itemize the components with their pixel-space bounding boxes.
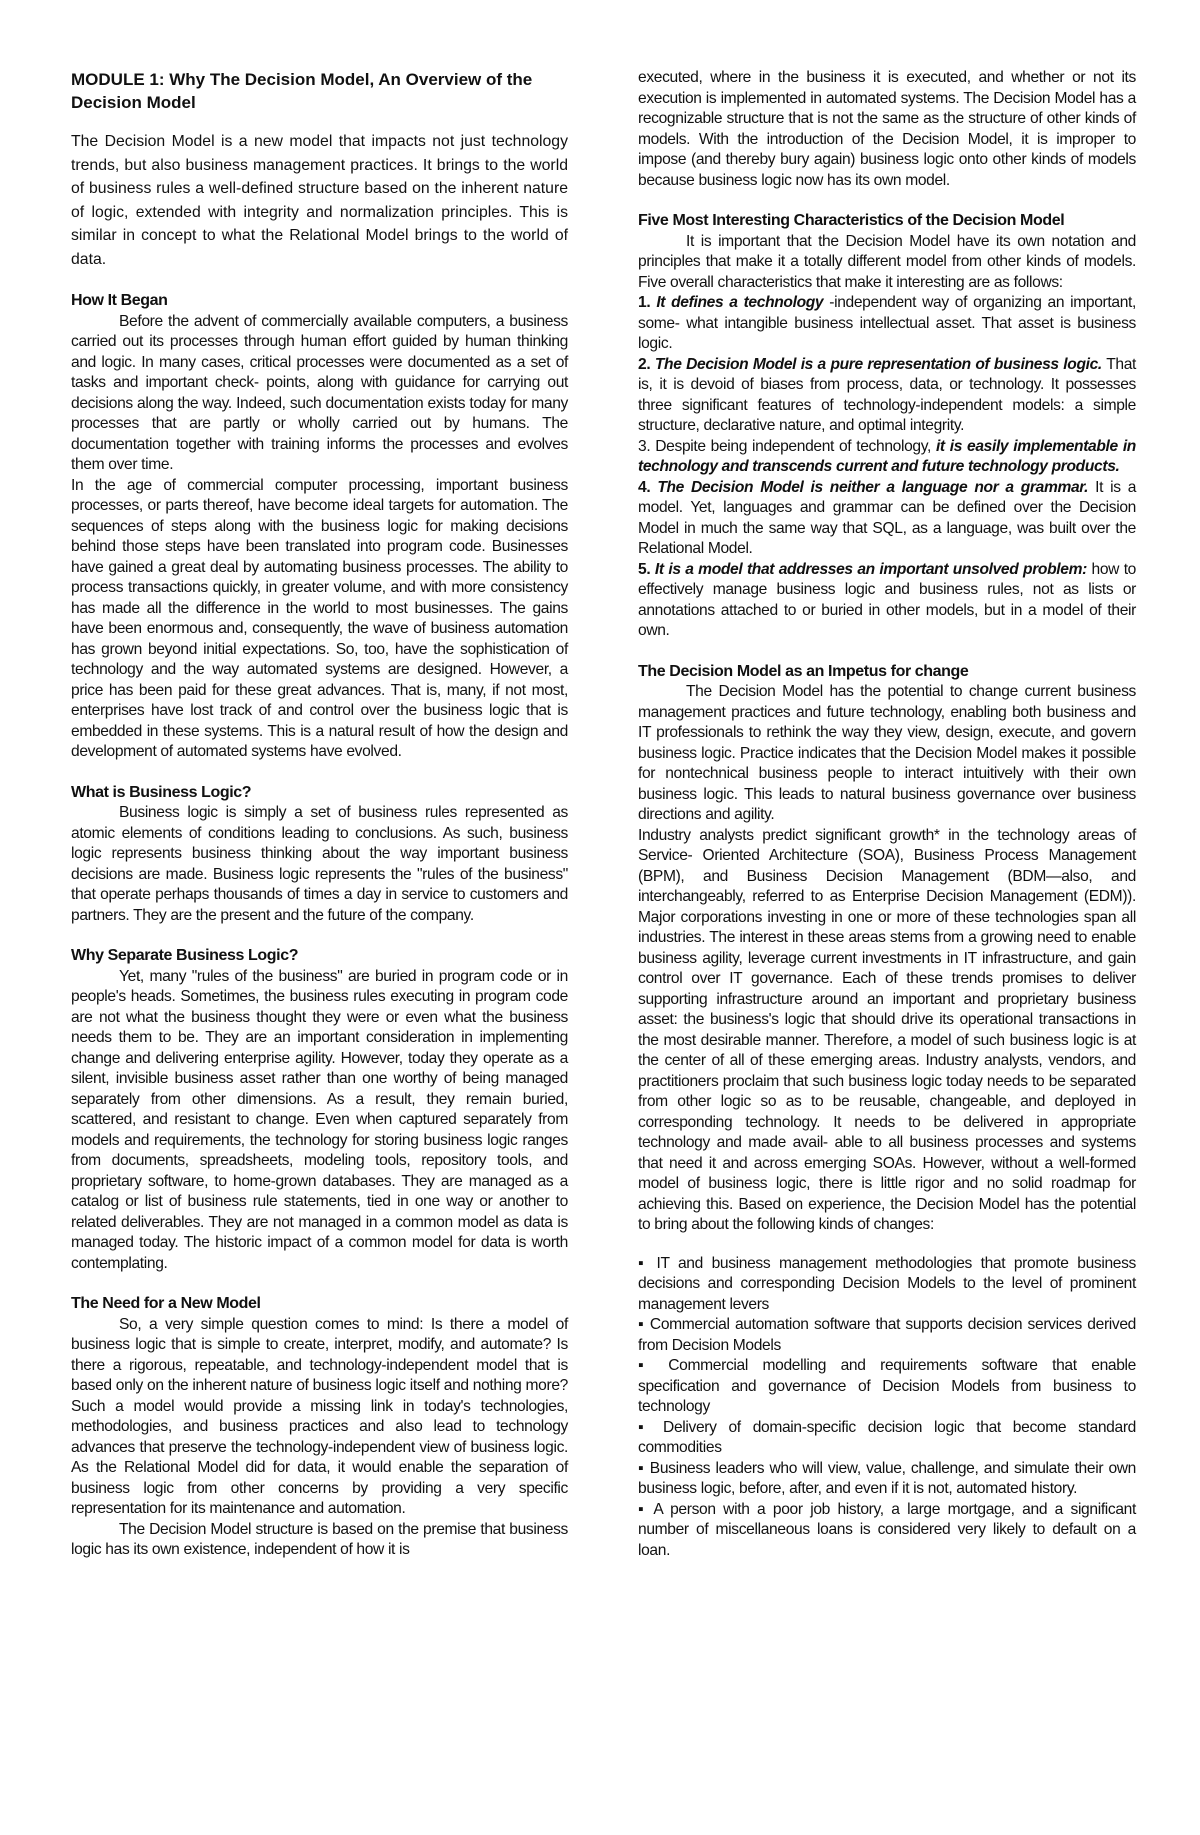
list-item: ▪ Delivery of domain-specific decision logic that become standard commodities [638, 1418, 1136, 1456]
characteristic-3 [638, 437, 1136, 478]
list-item: ▪ Business leaders who will view, value, challenge, and simulate their own business logic, before, after, and even if it is not, automated history. [638, 1459, 1136, 1497]
separate-logic-heading: Why Separate Business Logic? [71, 947, 299, 964]
how-it-began-heading: How It Began [71, 292, 168, 309]
characteristic-1-number: 1. [638, 294, 651, 311]
business-logic-paragraph: Business logic is simply a set of business rules represented as atomic elements of conditions leading to conclusions. As such, business logic represents business thinking about the way important business decisions are made. Business logic represents the "rules of the business" that operate perhaps thousands of times a day in service to customers and partners. They are the present and the future of the company. [71, 804, 568, 924]
characteristic-2 [638, 355, 1136, 437]
new-model-paragraph-2-text: The Decision Model structure is based on the premise that business logic has its own existence, independent of how it is [71, 1520, 568, 1558]
impetus-paragraph-2: Industry analysts predict significant growth* in the technology areas of Service- Oriented Architecture (SOA), Business Process Management (BPM), and Business Decision Management (BDM—also, and interchangeably, referred to as Enterprise Decision Management (EDM)). Major corporations investing in one or more of these technologies span all industries. The interest in these areas stems from a growing need to enable business agility, leverage current investments in IT infrastructure, and gain control over IT governance. Each of these trends promises to deliver supporting infrastructure around an important and proprietary business asset: the business's logic that should drive its operational transactions in the most desirable manner. Therefore, a model of such business logic is at the center of all of these emerging areas. Industry analysts, vendors, and practitioners proclaim that such business logic today needs to be separated from other logic so as to be reusable, changeable, and deployed in corresponding technology. It needs to be delivered in appropriate technology and made avail- able to all business processes and systems that need it and across emerging SOAs. However, without a well-formed model of business logic, there is little rigor and no solid roadmap for achieving this. Based on experience, the Decision Model has the potential to bring about the following kinds of changes: [638, 826, 1136, 1233]
new-model-paragraph-2-start [71, 1520, 568, 1561]
intro-paragraph: The Decision Model is a new model that impacts not just technology trends, but also business management practices. It brings to the world of business rules a well-defined structure based on the inherent nature of logic, extended with integrity and normalization principles. This is similar in concept to what the Relational Model brings to the world of data. [71, 133, 568, 268]
how-it-began-paragraph-1: Before the advent of commercially available computers, a business carried out its processes through human effort guided by human thinking and logic. In many cases, critical processes were documented as a set of tasks and important check- points, along with guidance for carrying out decisions along the way. Indeed, such documentation exists today for many processes that are partly or wholly carried out by humans. The documentation together with training informs the processes and evolves them over time. [71, 312, 568, 473]
characteristic-4-emphasis: The Decision Model is neither a language nor a grammar. [657, 478, 1089, 496]
characteristic-4-text: It is a model. Yet, languages and grammar can be defined over the Decision Model in much the same way that SQL, as a language, was built over the Relational Model. [638, 478, 1137, 557]
characteristic-5-emphasis: It is a model that addresses an important unsolved problem: [654, 560, 1087, 578]
five-characteristics-intro: It is important that the Decision Model have its own notation and principles that make it a totally different model from other kinds of models. Five overall characteristics that make it interesting are as follows: [638, 232, 1136, 291]
characteristic-2-text: That is, it is devoid of biases from process, data, or technology. It possesses three significant features of technology-independent models: a simple structure, declarative nature, and optimal integrity. [638, 355, 1136, 434]
characteristic-2-number: 2. [638, 355, 651, 373]
list-item: ▪ IT and business management methodologies that promote business decisions and corresponding Decision Models to the level of prominent management levers [638, 1254, 1136, 1313]
business-logic-heading: What is Business Logic? [71, 783, 252, 801]
changes-list [638, 1254, 1136, 1562]
five-characteristics-heading: Five Most Interesting Characteristics of the Decision Model [638, 212, 1065, 229]
characteristic-1 [638, 293, 1136, 355]
new-model-paragraph-1: So, a very simple question comes to mind: Is there a model of business logic that is simple to create, interpret, modify, and automate? Is there a rigorous, repeatable, and technology-independent model that is based only on the inherent nature of business logic itself and nothing more? Such a model would provide a missing link in today's technologies, methodologies, and business practices and also lead to technology advances that preserve the technology-independent view of business logic. As the Relational Model did for data, it would enable the separation of business logic from other concerns by providing a very specific representation for its maintenance and automation. [71, 1315, 568, 1517]
characteristic-5-text: how to effectively manage business logic and business rules, not as lists or annotations attached to or buried in other models, but in a model of their own. [638, 560, 1136, 639]
new-model-heading: The Need for a New Model [71, 1295, 261, 1312]
characteristic-5 [638, 560, 1136, 642]
intro-section [71, 130, 568, 271]
left-column [71, 68, 568, 1561]
impetus-heading: The Decision Model as an Impetus for change [638, 662, 969, 680]
how-it-began-paragraph-2: In the age of commercial computer processing, important business processes, or parts thereof, have become ideal targets for automation. The sequences of steps along with the business logic for making decisions behind those steps have been translated into program code. Businesses have gained a great deal by automating business processes. The ability to process transactions quickly, in greater volume, and with more consistency has made all the difference in the world to most businesses. The gains have been enormous and, consequently, the wave of business automation has grown beyond initial expectations. So, too, have the sophistication of technology and the way automated systems are designed. However, a price has been paid for these great advances. That is, many, if not most, enterprises have lost track of and control over the business logic that is embedded in these systems. This is a natural result of how the design and development of automated systems have evolved. [71, 476, 568, 760]
characteristic-1-text: -independent way of organizing an important, some- what intangible business intellectual asset. That asset is business logic. [638, 294, 1136, 352]
page-title: MODULE 1: Why The Decision Model, An Overview of the Decision Model [71, 70, 533, 112]
list-item: ▪ Commercial automation software that supports decision services derived from Decision Models [638, 1316, 1136, 1354]
characteristic-2-emphasis: The Decision Model is a pure representation of business logic. [654, 355, 1102, 373]
list-item: ▪ A person with a poor job history, a large mortgage, and a significant number of miscellaneous loans is considered very likely to default on a loan. [638, 1500, 1136, 1559]
characteristic-3-text: 3. Despite being independent of technology, [638, 437, 936, 455]
characteristic-4-number: 4. [638, 478, 651, 496]
characteristic-1-emphasis: It defines a technology [656, 294, 824, 311]
separate-logic-paragraph: Yet, many "rules of the business" are buried in program code or in people's heads. Sometimes, the business rules executing in program code are not what the business thought they were or even what the business needs them to be. They are an important consideration in implementing change and delivering enterprise agility. However, today they operate as a silent, invisible business asset rather than one worthy of being managed separately from other dimensions. As a result, they remain buried, scattered, and resistant to change. Even when captured separately from models and requirements, the technology for storing business logic ranges from documents, spreadsheets, modeling tools, repository tools, and proprietary software, to home-grown databases. They are managed as a catalog or list of business rule statements, tied in one way or another to related deliverables. They are not managed in a common model as data is managed today. The historic impact of a common model for data is worth contemplating. [71, 967, 568, 1272]
list-item: ▪ Commercial modelling and requirements software that enable specification and governance of Decision Models from business to technology [638, 1357, 1136, 1415]
new-model-paragraph-2-continued [638, 68, 1136, 191]
characteristic-3-emphasis: it is easily implementable in technology and transcends current and future technology products. [638, 437, 1136, 475]
characteristic-5-number: 5. [638, 560, 651, 578]
right-column [638, 68, 1136, 1561]
characteristic-4 [638, 478, 1136, 560]
impetus-paragraph-1: The Decision Model has the potential to change current business management practices and future technology, enabling both business and IT professionals to rethink the way they view, design, execute, and govern business logic. Practice indicates that the Decision Model makes it possible for nontechnical business people to interact intuitively with their own business logic. This leads to natural business governance over business directions and agility. [638, 683, 1136, 823]
new-model-paragraph-2-continued-text: executed, where in the business it is executed, and whether or not its execution is implemented in automated systems. The Decision Model has a recognizable structure that is not the same as the structure of other kinds of models. With the introduction of the Decision Model, it is improper to impose (and thereby bury again) business logic onto other kinds of models because business logic now has its own model. [638, 69, 1136, 189]
